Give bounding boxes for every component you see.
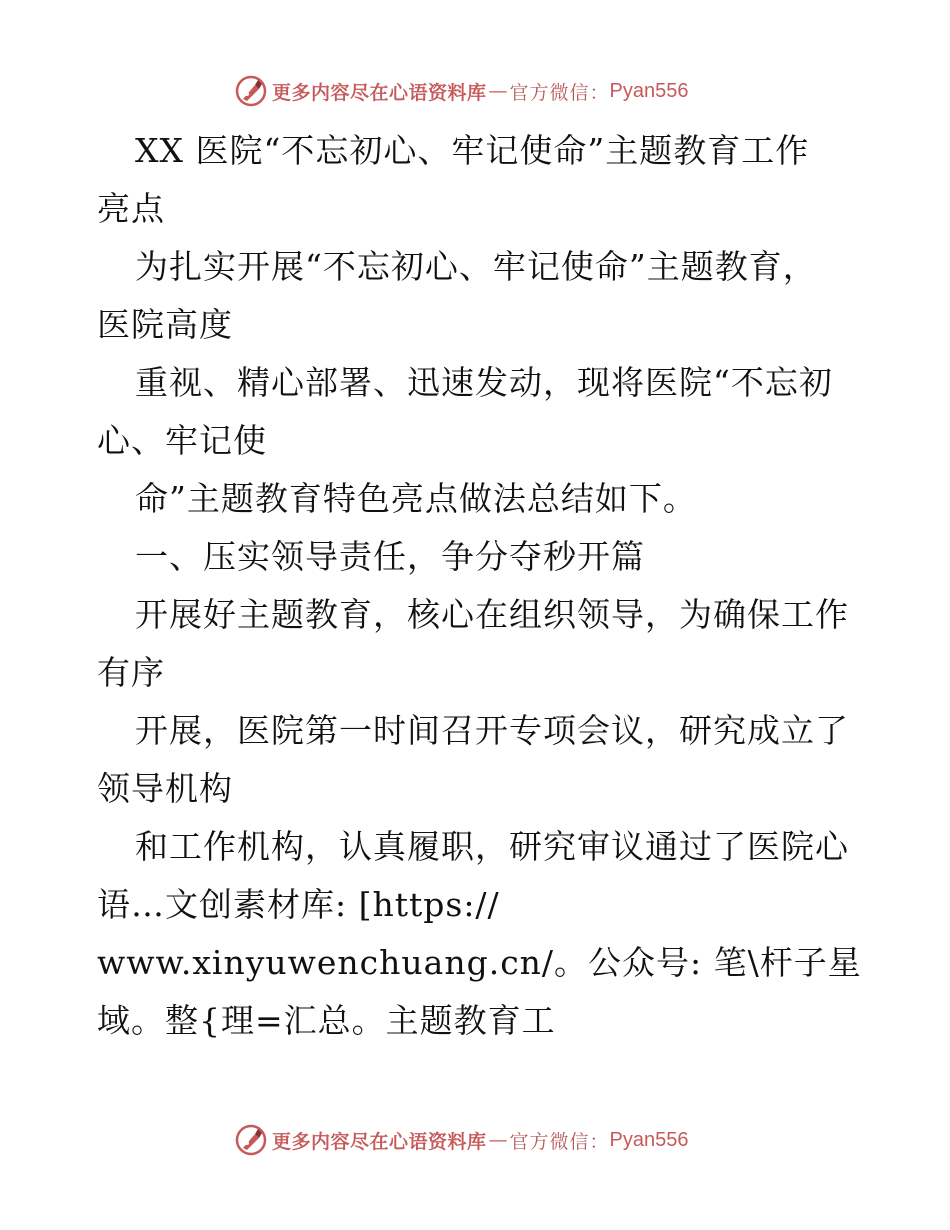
text-line: 为扎实开展“不忘初心、牢记使命”主题教育， xyxy=(135,247,817,286)
watermark-text: 更多内容尽在心语资料库 xyxy=(272,1130,487,1153)
watermark-id: Pyan556 xyxy=(609,1128,689,1151)
text-line: XX 医院“不忘初心、牢记使命”主题教育工作 xyxy=(135,131,810,170)
watermark-label: 官方微信： xyxy=(509,81,610,104)
text-line: 命”主题教育特色亮点做法总结如下。 xyxy=(135,479,697,518)
watermark-text: 更多内容尽在心语资料库 xyxy=(272,81,487,104)
document-body xyxy=(97,122,862,1050)
text-line: 有序 xyxy=(97,653,165,692)
watermark-separator: — xyxy=(488,1129,508,1151)
text-line: 开展好主题教育，核心在组织领导，为确保工作 xyxy=(135,595,849,634)
watermark-header xyxy=(234,71,689,111)
watermark-label: 官方微信： xyxy=(509,1130,610,1153)
pen-logo-icon xyxy=(234,1123,268,1157)
text-line: 语…文创素材库: [https:// xyxy=(97,885,500,924)
watermark-footer xyxy=(234,1120,689,1160)
text-line: 和工作机构，认真履职，研究审议通过了医院心 xyxy=(135,827,849,866)
text-line: 领导机构 xyxy=(97,769,233,808)
text-line: 亮点 xyxy=(97,189,165,228)
watermark-separator: — xyxy=(488,80,508,102)
text-line: 重视、精心部署、迅速发动，现将医院“不忘初 xyxy=(135,363,833,402)
text-line: 域。整{理=汇总。主题教育工 xyxy=(97,1001,556,1040)
watermark-id: Pyan556 xyxy=(609,79,689,102)
text-line: www.xinyuwenchuang.cn/。公众号: 笔\杆子星 xyxy=(97,943,862,982)
section-heading: 一、压实领导责任，争分夺秒开篇 xyxy=(135,537,645,576)
pen-logo-icon xyxy=(234,74,268,108)
text-line: 医院高度 xyxy=(97,305,233,344)
text-line: 开展，医院第一时间召开专项会议，研究成立了 xyxy=(135,711,849,750)
text-line: 心、牢记使 xyxy=(97,421,267,460)
